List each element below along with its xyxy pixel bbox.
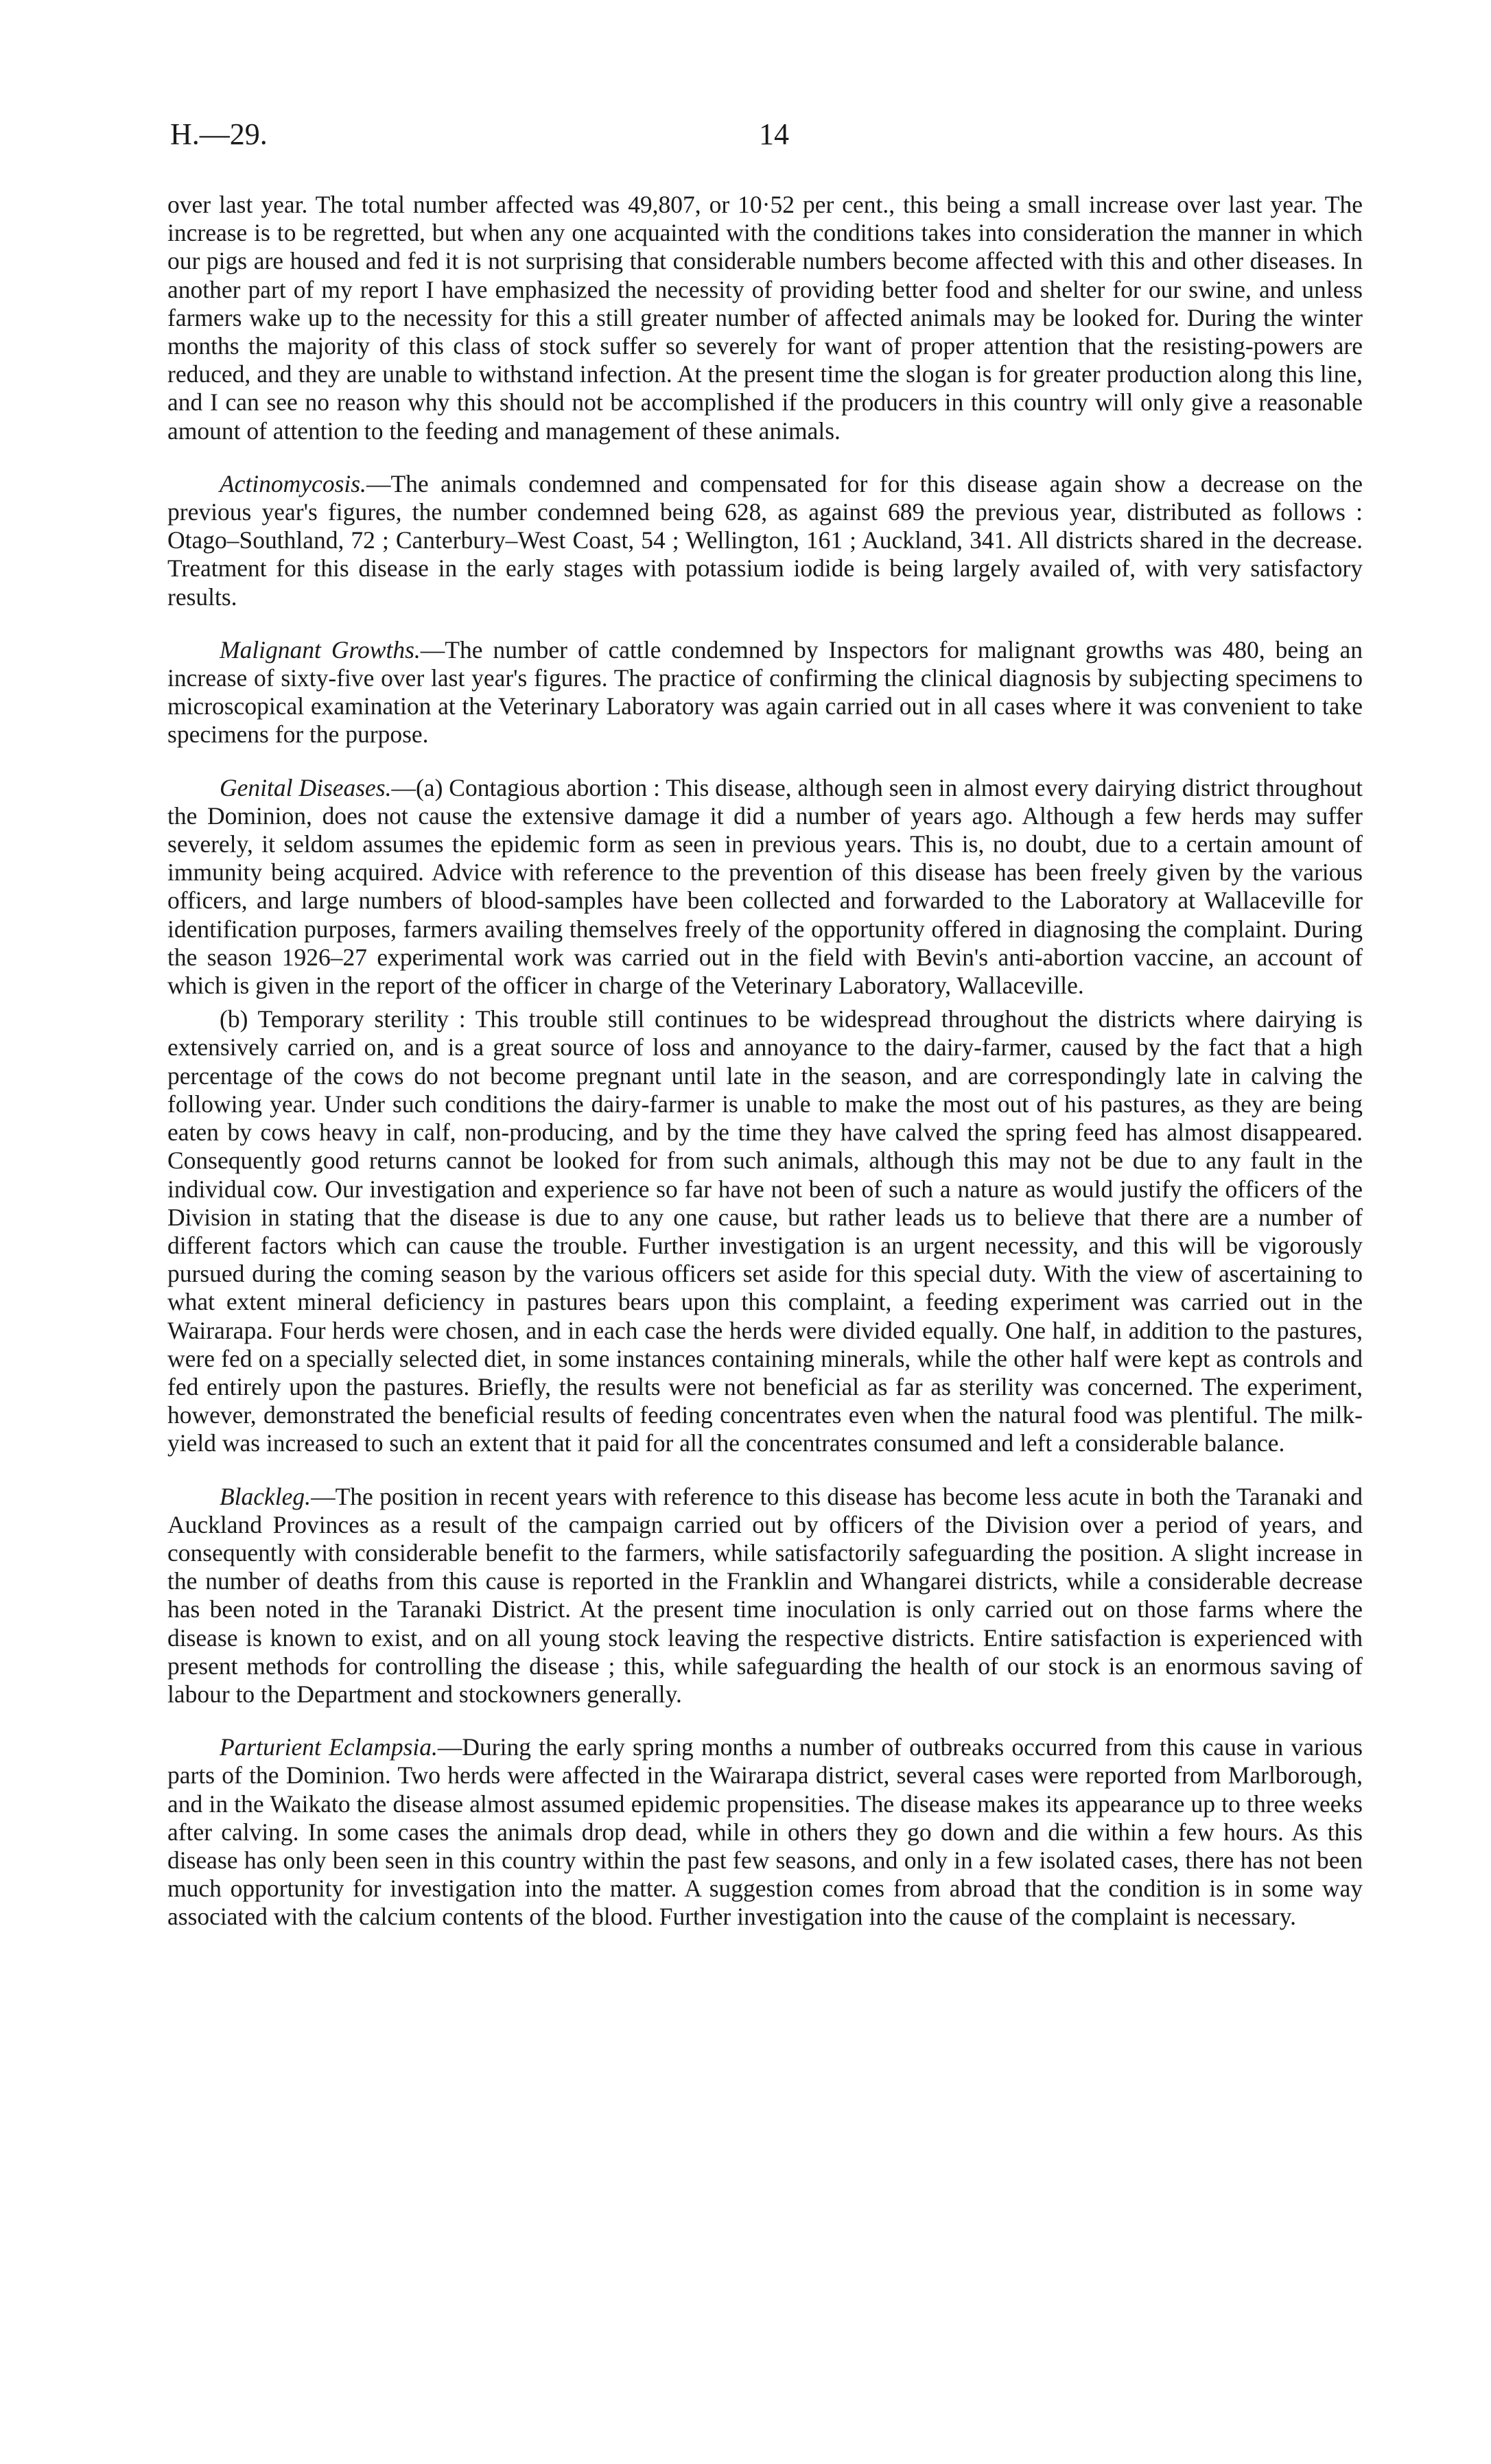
paragraph-text: —The animals condemned and compensated for for this disease again show a decrease on the previous year's figures, the number condemned being 628, as against 689 the previous year, distributed as follows : Otago–Southland, 72 ; Canterbury–West Coast, 54 ; Wellington, 161 ; Auckland, 341. All districts shared in the decrease. Treatment for this disease in the early stages with potassium iodide is being largely availed of, with very satisfactory results. bbox=[167, 469, 1363, 611]
topic-heading: Actinomycosis. bbox=[220, 469, 366, 497]
report-reference: H.—29. bbox=[170, 117, 268, 151]
topic-heading: Genital Diseases. bbox=[220, 773, 392, 801]
paragraph-parturient-eclampsia bbox=[167, 1733, 1363, 1931]
paragraph-temporary-sterility bbox=[167, 1005, 1363, 1457]
paragraph-text: —The position in recent years with reference to this disease has become less acute in both the Taranaki and Auckland Provinces as a result of the campaign carried out by officers of the Division over a period of years, and consequently with considerable benefit to the farmers, while satisfactorily safeguarding the position. A slight increase in the number of deaths from this cause is reported in the Franklin and Whangarei districts, while a considerable decrease has been noted in the Taranaki District. At the present time inoculation is only carried out on those farms where the disease is known to exist, and on all young stock leaving the respective districts. Entire satisfaction is experienced with present methods for controlling the disease ; this, while safeguarding the health of our stock is an enormous saving of labour to the Department and stockowners generally. bbox=[167, 1482, 1363, 1708]
page-number: 14 bbox=[759, 117, 789, 151]
report-body bbox=[167, 191, 1363, 1956]
paragraph-text: (b) Temporary sterility : This trouble still continues to be widespread throughout the districts where dairying is extensively carried on, and is a great source of loss and annoyance to the dairy-farmer, caused by the fact that a high percentage of the cows do not become pregnant until late in the season, and are correspondingly late in calving the following year. Under such conditions the dairy-farmer is unable to make the most out of his pastures, as they are being eaten by cows heavy in calf, non-producing, and by the time they have calved the spring feed has almost disappeared. Consequently good returns cannot be looked for from such animals, although this may not be due to any fault in the individual cow. Our investigation and experience so far have not been of such a nature as would justify the officers of the Division in stating that the disease is due to any one cause, but rather leads us to believe that there are a number of different factors which can cause the trouble. Further investigation is an urgent necessity, and this will be vigorously pursued during the coming season by the various officers set aside for this special duty. With the view of ascertaining to what extent mineral deficiency in pastures bears upon this complaint, a feeding experiment was carried out in the Wairarapa. Four herds were chosen, and in each case the herds were divided equally. One half, in addition to the pastures, were fed on a specially selected diet, in some instances containing minerals, while the other half were kept as controls and fed entirely upon the pastures. Briefly, the results were not beneficial as far as sterility was concerned. The experiment, however, demonstrated the beneficial results of feeding concentrates even when the natural food was plentiful. The milk-yield was increased to such an extent that it paid for all the concentrates consumed and left a considerable balance. bbox=[167, 1005, 1363, 1457]
paragraph-text: —The number of cattle condemned by Inspectors for malignant growths was 480, being an increase of sixty-five over last year's figures. The practice of confirming the clinical diagnosis by subjecting specimens to microscopical examination at the Veterinary Laboratory was again carried out in all cases where it was convenient to take specimens for the purpose. bbox=[167, 635, 1363, 749]
paragraph-text: —During the early spring months a number of outbreaks occurred from this cause in various parts of the Dominion. Two herds were affected in the Wairarapa district, several cases were reported from Marlborough, and in the Waikato the disease almost assumed epidemic propensities. The disease makes its appearance up to three weeks after calving. In some cases the animals drop dead, while in others they go down and die within a few hours. As this disease has only been seen in this country within the past few seasons, and only in a few isolated cases, there has not been much opportunity for investigation into the matter. A suggestion comes from abroad that the condition is in some way associated with the calcium contents of the blood. Further investigation into the cause of the complaint is necessary. bbox=[167, 1733, 1363, 1931]
paragraph-text: —(a) Contagious abortion : This disease, although seen in almost every dairying district throughout the Dominion, does not cause the extensive damage it did a number of years ago. Although a few herds may suffer severely, it seldom assumes the epidemic form as seen in previous years. This is, no doubt, due to a certain amount of immunity being acquired. Advice with reference to the prevention of this disease has been freely given by the various officers, and large numbers of blood-samples have been collected and forwarded to the Laboratory at Wallaceville for identification purposes, farmers availing themselves freely of the opportunity offered in diagnosing the complaint. During the season 1926–27 experimental work was carried out in the field with Bevin's anti-abortion vaccine, an account of which is given in the report of the officer in charge of the Veterinary Laboratory, Wallaceville. bbox=[167, 773, 1363, 1000]
paragraph-actinomycosis bbox=[167, 470, 1363, 611]
paragraph-swine-continued bbox=[167, 191, 1363, 445]
topic-heading: Malignant Growths. bbox=[220, 635, 421, 664]
topic-heading: Parturient Eclampsia. bbox=[220, 1733, 438, 1761]
paragraph-blackleg bbox=[167, 1483, 1363, 1709]
paragraph-genital-diseases bbox=[167, 774, 1363, 1000]
paragraph-malignant-growths bbox=[167, 636, 1363, 749]
page-header bbox=[170, 117, 1361, 158]
paragraph-text: over last year. The total number affected was 49,807, or 10·52 per cent., this being a small increase over last year. The increase is to be regretted, but when any one acquainted with the conditions takes into consideration the manner in which our pigs are housed and fed it is not surprising that considerable numbers become affected with this and other diseases. In another part of my report I have emphasized the necessity of providing better food and shelter for our swine, and unless farmers wake up to the necessity for this a still greater number of affected animals may be looked for. During the winter months the majority of this class of stock suffer so severely for want of proper attention that the resisting-powers are reduced, and they are unable to withstand infection. At the present time the slogan is for greater production along this line, and I can see no reason why this should not be accomplished if the producers in this country will only give a reasonable amount of attention to the feeding and management of these animals. bbox=[167, 191, 1363, 445]
topic-heading: Blackleg. bbox=[220, 1482, 312, 1510]
